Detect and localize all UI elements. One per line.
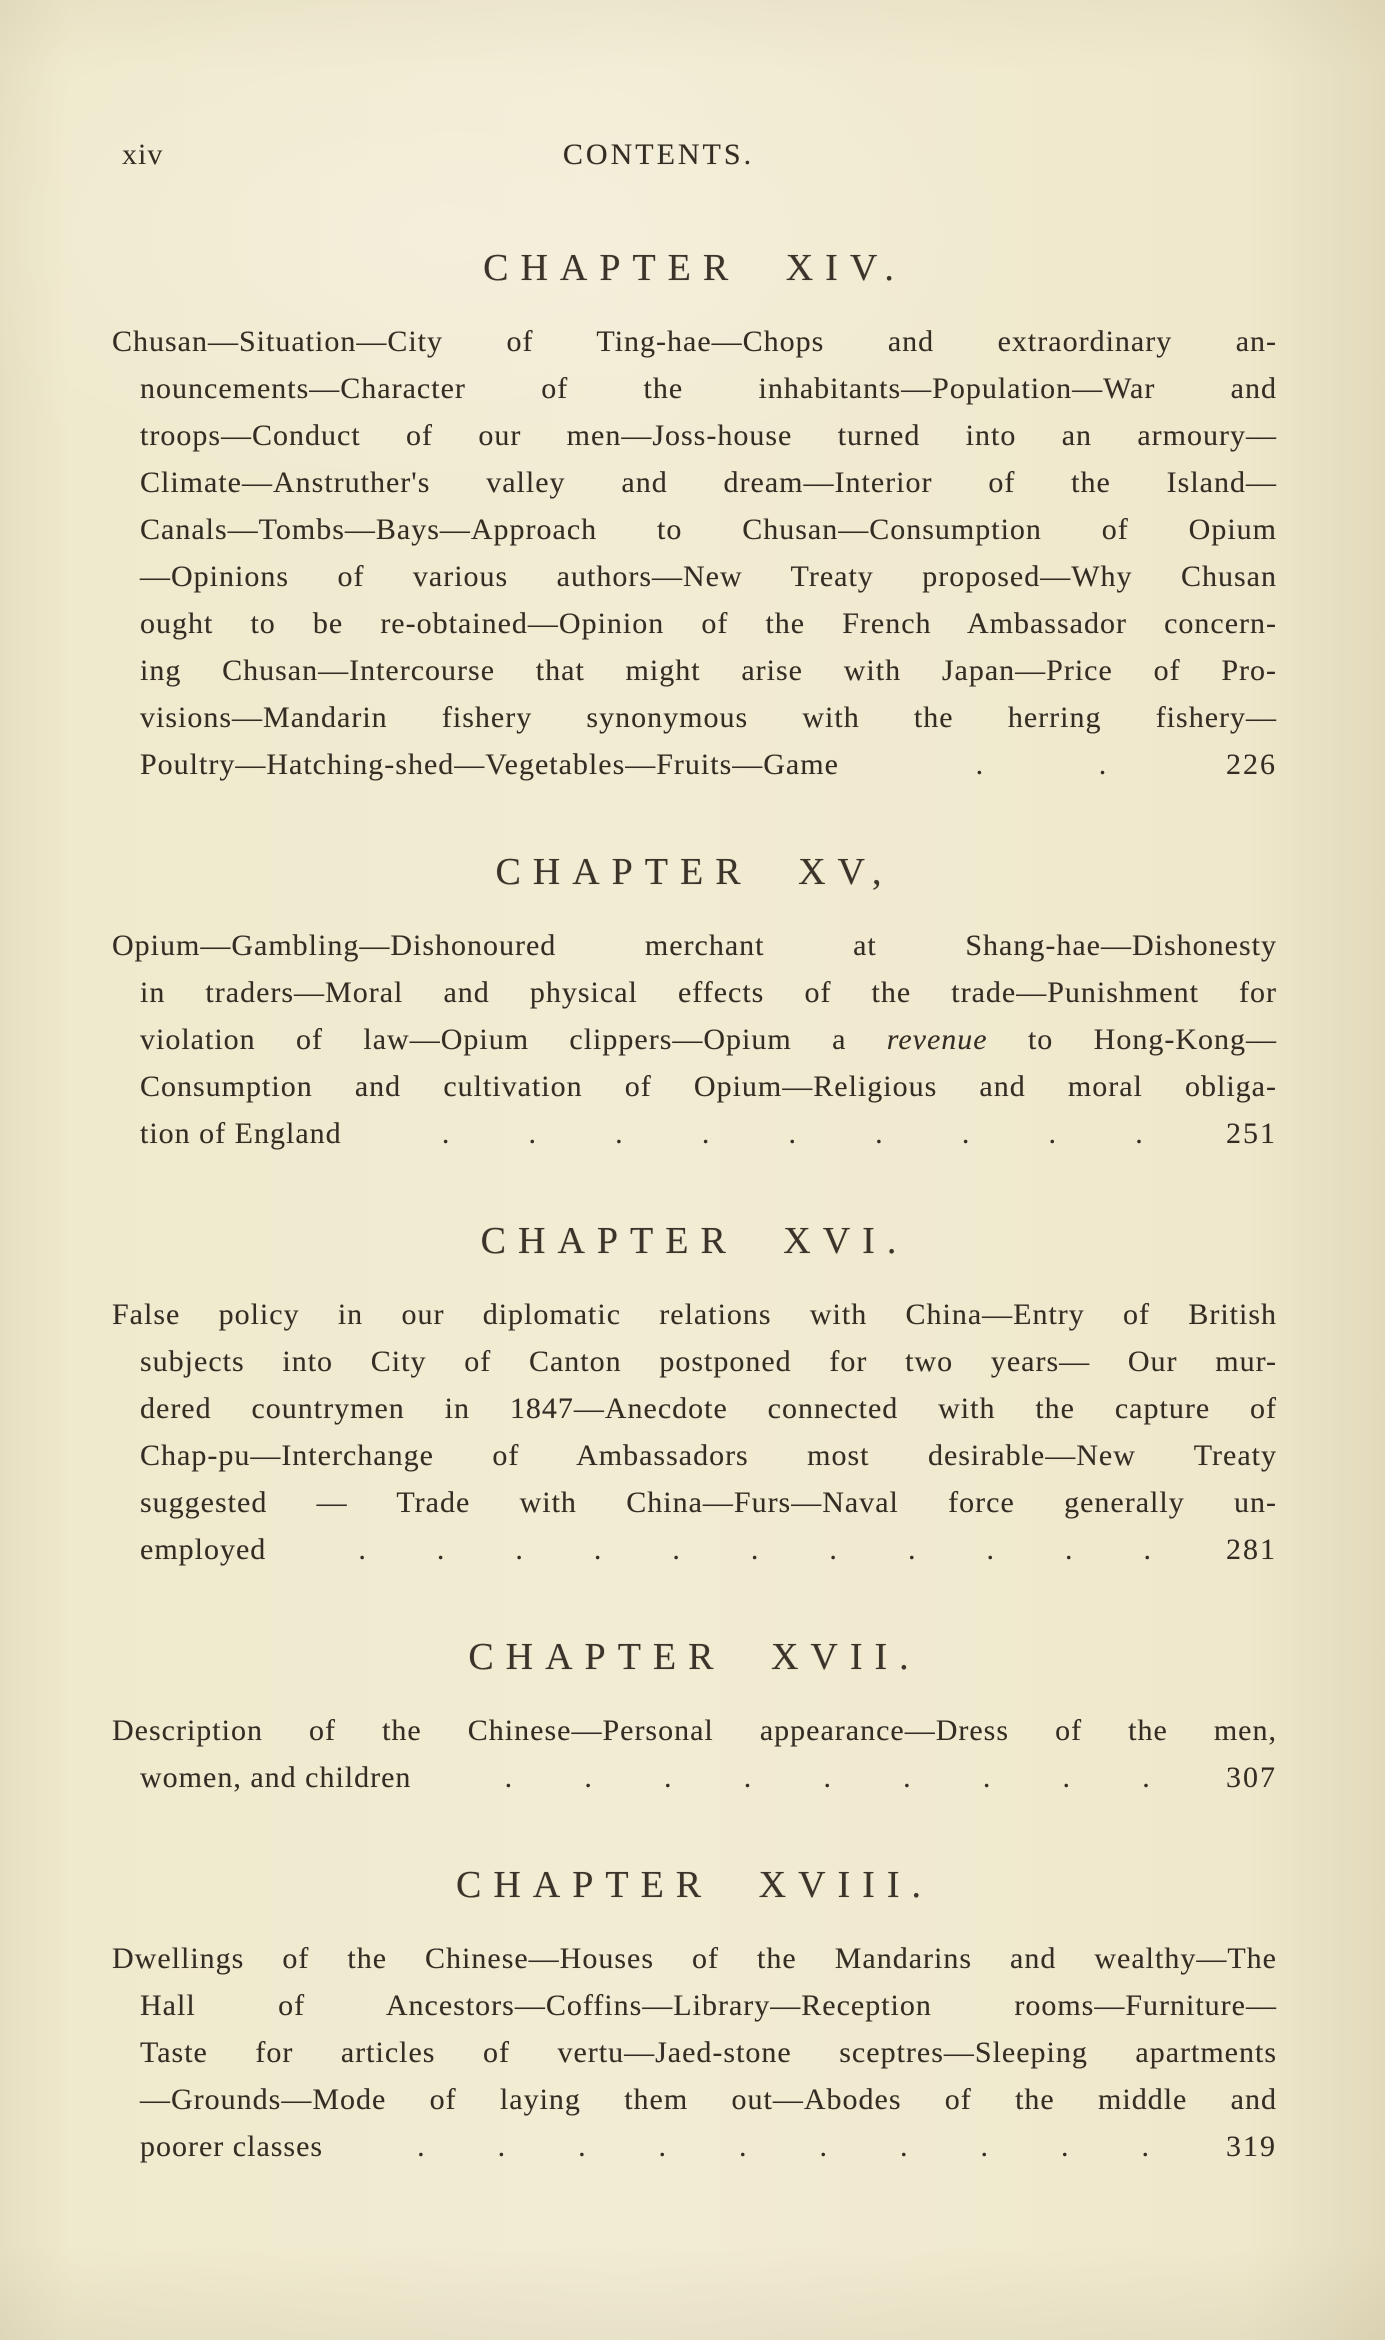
leader-dot: . <box>980 2130 989 2163</box>
leader-dot: . <box>750 1533 760 1566</box>
chapter-section <box>112 1219 1277 1573</box>
running-title: CONTENTS. <box>562 138 755 171</box>
leader-dot: . <box>1143 1533 1152 1566</box>
summary-text: Canals—Tombs—Bays—Approach to Chusan—Consumption of Opium <box>140 513 1277 546</box>
leader-dot: . <box>1141 2130 1150 2163</box>
summary-line <box>112 2029 1277 2076</box>
leader-dot: . <box>823 1761 832 1794</box>
chapter-heading: CHAPTER XVI. <box>480 1220 909 1262</box>
summary-line <box>112 922 1277 969</box>
chapter-section <box>112 246 1277 788</box>
summary-last-line <box>112 1110 1277 1157</box>
summary-text: Chap-pu—Interchange of Ambassadors most desirable—New Treaty <box>140 1439 1277 1472</box>
leader-dot: . <box>900 2130 909 2163</box>
summary-text: employed <box>140 1533 267 1566</box>
summary-last-line <box>112 2123 1277 2170</box>
summary-line <box>112 1982 1277 2029</box>
summary-line <box>112 600 1277 647</box>
chapter-heading: CHAPTER XVIII. <box>456 1864 933 1906</box>
entry-page-number: 251 <box>1226 1117 1277 1150</box>
chapter-section <box>112 850 1277 1157</box>
chapter-summary <box>112 1935 1277 2170</box>
leader-dot: . <box>875 1117 884 1150</box>
summary-text: Poultry—Hatching-shed—Vegetables—Fruits—Game <box>140 748 839 781</box>
dot-leader <box>323 2123 1226 2170</box>
leader-dot: . <box>1064 1533 1074 1566</box>
summary-line <box>112 647 1277 694</box>
chapter-summary <box>112 1707 1277 1801</box>
leader-dot: . <box>829 1533 838 1566</box>
leader-dot: . <box>593 1533 603 1566</box>
summary-line <box>112 969 1277 1016</box>
page-header <box>112 138 1277 184</box>
summary-line <box>112 318 1277 365</box>
summary-text: suggested — Trade with China—Furs—Naval force generally un- <box>140 1486 1277 1519</box>
leader-dot: . <box>788 1117 797 1150</box>
dot-leader <box>839 741 1226 788</box>
summary-last-line <box>112 741 1277 788</box>
leader-dot: . <box>504 1761 514 1794</box>
summary-text: Description of the Chinese—Personal appearance—Dress of the men, <box>112 1714 1277 1747</box>
summary-text: violation of law—Opium clippers—Opium a <box>140 1023 887 1056</box>
chapter-heading: CHAPTER XVII. <box>468 1636 921 1678</box>
summary-text: —Opinions of various authors—New Treaty proposed—Why Chusan <box>140 560 1277 593</box>
contents-entries <box>112 246 1277 2170</box>
leader-dot: . <box>903 1761 912 1794</box>
summary-text: Consumption and cultivation of Opium—Religious and moral obliga- <box>140 1070 1277 1103</box>
summary-text: subjects into City of Canton postponed for two years— Our mur- <box>140 1345 1277 1378</box>
leader-dot: . <box>441 1117 451 1150</box>
summary-last-line <box>112 1526 1277 1573</box>
chapter-heading: CHAPTER XV, <box>495 851 894 893</box>
leader-dot: . <box>739 2130 748 2163</box>
leader-dot: . <box>658 2130 668 2163</box>
dot-leader <box>342 1110 1226 1157</box>
summary-last-line <box>112 1754 1277 1801</box>
summary-line <box>112 459 1277 506</box>
entry-page-number: 226 <box>1226 748 1277 781</box>
summary-line <box>112 1432 1277 1479</box>
summary-text: Taste for articles of vertu—Jaed-stone sceptres—Sleeping apartments <box>140 2036 1277 2069</box>
leader-dot: . <box>615 1117 624 1150</box>
leader-dot: . <box>1135 1117 1144 1150</box>
page-content <box>112 138 1277 2170</box>
summary-text: Dwellings of the Chinese—Houses of the Mandarins and wealthy—The <box>112 1942 1277 1975</box>
leader-dot: . <box>497 2130 507 2163</box>
summary-text: Opium—Gambling—Dishonoured merchant at Shang-hae—Dishonesty <box>112 929 1277 962</box>
leader-dot: . <box>358 1533 367 1566</box>
leader-dot: . <box>528 1117 537 1150</box>
summary-line <box>112 412 1277 459</box>
leader-dot: . <box>1062 1761 1072 1794</box>
leader-dot: . <box>1048 1117 1058 1150</box>
summary-line <box>112 1707 1277 1754</box>
summary-line <box>112 1338 1277 1385</box>
entry-page-number: 319 <box>1226 2130 1277 2163</box>
summary-line <box>112 1935 1277 1982</box>
summary-line <box>112 1016 1277 1063</box>
summary-line <box>112 1385 1277 1432</box>
leader-dot: . <box>701 1117 711 1150</box>
leader-dot: . <box>1142 1761 1151 1794</box>
leader-dot: . <box>743 1761 753 1794</box>
chapter-heading: CHAPTER XIV. <box>483 247 906 289</box>
summary-line <box>112 365 1277 412</box>
leader-dot: . <box>664 1761 673 1794</box>
chapter-summary <box>112 1291 1277 1573</box>
summary-text-italic: revenue <box>886 1023 988 1056</box>
chapter-summary <box>112 922 1277 1157</box>
leader-dot: . <box>982 1761 992 1794</box>
summary-line <box>112 553 1277 600</box>
summary-text: Hall of Ancestors—Coffins—Library—Reception rooms—Furniture— <box>140 1989 1277 2022</box>
leader-dot: . <box>961 1117 971 1150</box>
summary-text: troops—Conduct of our men—Joss-house turned into an armoury— <box>140 419 1277 452</box>
summary-text: women, and children <box>140 1761 412 1794</box>
summary-text: ing Chusan—Intercourse that might arise with Japan—Price of Pro- <box>140 654 1277 687</box>
summary-line <box>112 1291 1277 1338</box>
dot-leader <box>266 1526 1226 1573</box>
summary-text: poorer classes <box>140 2130 324 2163</box>
summary-text: to Hong-Kong— <box>987 1023 1277 1056</box>
leader-dot: . <box>417 2130 426 2163</box>
summary-text: False policy in our diplomatic relations with China—Entry of British <box>112 1298 1277 1331</box>
leader-dot: . <box>1098 748 1108 781</box>
summary-text: Climate—Anstruther's valley and dream—Interior of the Island— <box>140 466 1277 499</box>
summary-text: in traders—Moral and physical effects of the trade—Punishment for <box>140 976 1277 1009</box>
summary-text: —Grounds—Mode of laying them out—Abodes of the middle and <box>140 2083 1277 2116</box>
leader-dot: . <box>515 1533 524 1566</box>
chapter-summary <box>112 318 1277 788</box>
chapter-section <box>112 1863 1277 2170</box>
dot-leader <box>411 1754 1226 1801</box>
summary-text: dered countrymen in 1847—Anecdote connected with the capture of <box>140 1392 1277 1425</box>
leader-dot: . <box>578 2130 587 2163</box>
chapter-section <box>112 1635 1277 1801</box>
leader-dot: . <box>907 1533 917 1566</box>
summary-line <box>112 1479 1277 1526</box>
summary-text: ought to be re-obtained—Opinion of the French Ambassador concern- <box>140 607 1277 640</box>
summary-text: visions—Mandarin fishery synonymous with the herring fishery— <box>140 701 1277 734</box>
summary-line <box>112 506 1277 553</box>
summary-text: nouncements—Character of the inhabitants—Population—War and <box>140 372 1277 405</box>
leader-dot: . <box>986 1533 995 1566</box>
leader-dot: . <box>672 1533 681 1566</box>
leader-dot: . <box>436 1533 446 1566</box>
leader-dot: . <box>975 748 985 781</box>
leader-dot: . <box>584 1761 593 1794</box>
leader-dot: . <box>1060 2130 1070 2163</box>
leader-dot: . <box>819 2130 829 2163</box>
entry-page-number: 307 <box>1226 1761 1277 1794</box>
summary-line <box>112 1063 1277 1110</box>
summary-line <box>112 2076 1277 2123</box>
summary-text: tion of England <box>140 1117 342 1150</box>
entry-page-number: 281 <box>1226 1533 1277 1566</box>
folio-page-number: xiv <box>122 138 164 171</box>
summary-line <box>112 694 1277 741</box>
summary-text: Chusan—Situation—City of Ting-hae—Chops and extraordinary an- <box>112 325 1277 358</box>
